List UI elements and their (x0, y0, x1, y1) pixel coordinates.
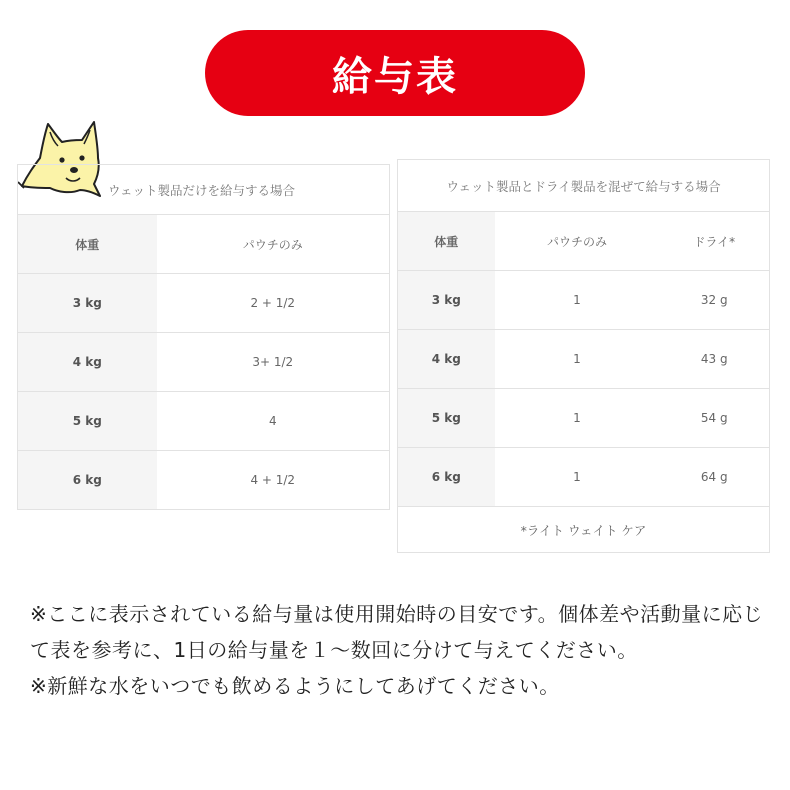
weight-cell: 6 kg (398, 448, 495, 507)
column-header-weight: 体重 (18, 215, 157, 274)
page-title (205, 30, 585, 116)
dry-cell: 64 g (660, 448, 770, 507)
pouch-cell: 3+ 1/2 (157, 333, 390, 392)
table-footnote: *ライト ウェイト ケア (398, 507, 770, 553)
weight-cell: 4 kg (398, 330, 495, 389)
weight-cell: 3 kg (398, 271, 495, 330)
pouch-cell: 1 (495, 271, 660, 330)
column-header-dry: ドライ* (660, 212, 770, 271)
pouch-cell: 1 (495, 389, 660, 448)
dry-cell: 43 g (660, 330, 770, 389)
page-title-text: 給与表 (332, 53, 458, 100)
table-row (398, 330, 770, 389)
feeding-notes (30, 596, 765, 704)
pouch-cell: 1 (495, 330, 660, 389)
column-header-pouch: パウチのみ (495, 212, 660, 271)
pouch-cell: 4 + 1/2 (157, 451, 390, 510)
table-row (398, 389, 770, 448)
table-caption: ウェット製品だけを給与する場合 (18, 165, 390, 215)
weight-cell: 5 kg (398, 389, 495, 448)
table-row (18, 451, 390, 510)
column-header-weight: 体重 (398, 212, 495, 271)
table-row (18, 333, 390, 392)
pouch-cell: 1 (495, 448, 660, 507)
table-row (18, 274, 390, 333)
pouch-cell: 2 + 1/2 (157, 274, 390, 333)
weight-cell: 4 kg (18, 333, 157, 392)
dry-cell: 54 g (660, 389, 770, 448)
table-row (398, 271, 770, 330)
weight-cell: 5 kg (18, 392, 157, 451)
table-row (398, 448, 770, 507)
weight-cell: 6 kg (18, 451, 157, 510)
table-row (18, 392, 390, 451)
column-header-pouch: パウチのみ (157, 215, 390, 274)
dry-cell: 32 g (660, 271, 770, 330)
note-feeding-amount: ※ここに表示されている給与量は使用開始時の目安です。個体差や活動量に応じて表を参考に、1日の給与量を１～数回に分けて与えてください。 (30, 602, 764, 662)
table-header-row (18, 215, 390, 274)
table-caption: ウェット製品とドライ製品を混ぜて給与する場合 (398, 160, 770, 212)
wet-only-feeding-table (17, 164, 390, 510)
pouch-cell: 4 (157, 392, 390, 451)
table-header-row (398, 212, 770, 271)
note-fresh-water: ※新鮮な水をいつでも飲めるようにしてあげてください。 (30, 674, 560, 698)
weight-cell: 3 kg (18, 274, 157, 333)
mixed-feeding-table (397, 159, 770, 553)
